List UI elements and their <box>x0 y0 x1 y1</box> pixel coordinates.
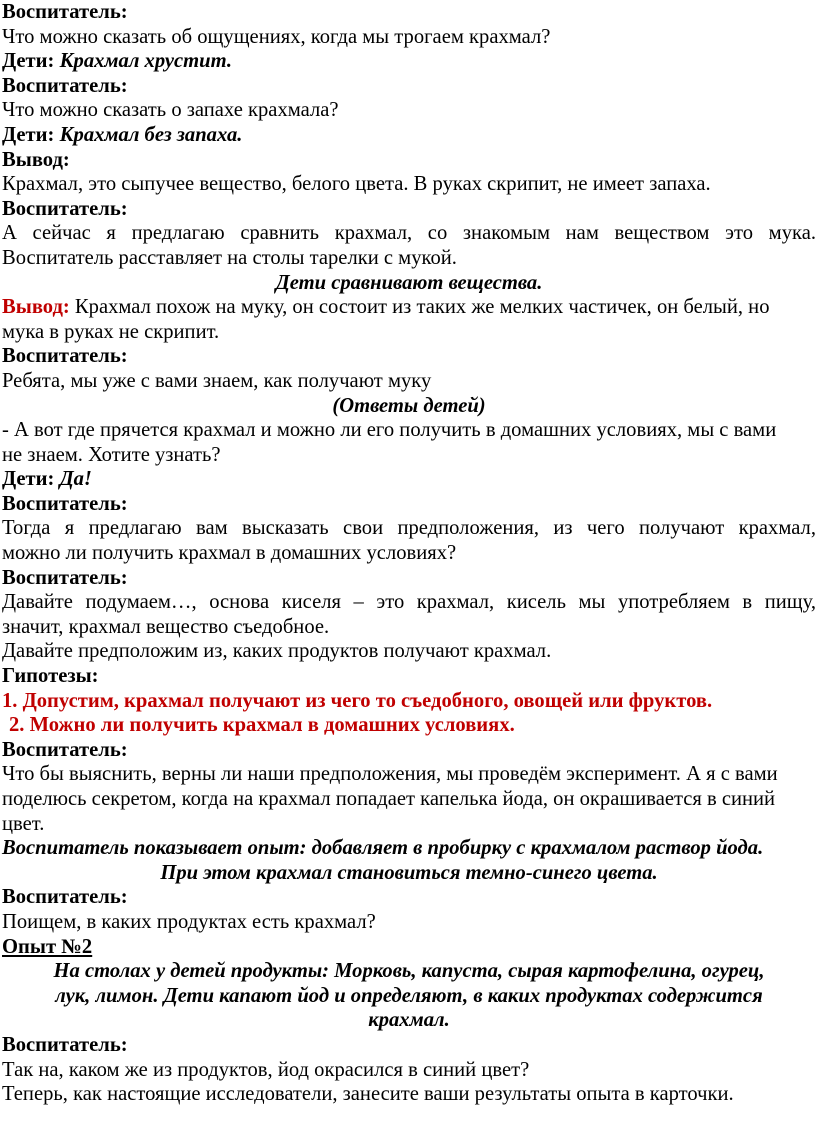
children-answer <box>2 467 816 492</box>
children-answer <box>2 123 816 148</box>
teacher-text: значит, крахмал вещество съедобное. <box>2 615 330 638</box>
teacher-text: цвет. <box>2 812 45 835</box>
speaker-teacher: Воспитатель: <box>2 738 128 761</box>
teacher-text: Поищем, в каких продуктах есть крахмал? <box>2 910 376 933</box>
stage-direction: При этом крахмал становиться темно-синего цвета. <box>160 861 658 884</box>
teacher-text: Давайте подумаем…, основа киселя – это крахмал, кисель мы употребляем в пищу, <box>2 591 816 614</box>
stage-direction: лук, лимон. Дети капают йод и определяют, в каких продуктах содержится <box>55 984 763 1007</box>
teacher-text: - А вот где прячется крахмал и можно ли его получить в домашних условиях, мы с вами <box>2 419 777 442</box>
experiment-heading: Опыт №2 <box>2 935 93 958</box>
teacher-text: Тогда я предлагаю вам высказать свои предположения, из чего получают крахмал, <box>2 517 816 540</box>
hypothesis-2: 2. Можно ли получить крахмал в домашних условиях. <box>9 714 515 737</box>
conclusion-text: Крахмал, это сыпучее вещество, белого цвета. В руках скрипит, не имеет запаха. <box>2 173 711 196</box>
speaker-children: Дети: <box>2 468 60 491</box>
stage-direction: На столах у детей продукты: Морковь, капуста, сырая картофелина, огурец, <box>53 960 765 983</box>
conclusion-text: Крахмал похож на муку, он состоит из таких же мелких частичек, он белый, но <box>69 296 770 319</box>
speaker-teacher: Воспитатель: <box>2 1 128 23</box>
speaker-teacher: Воспитатель: <box>2 1033 128 1056</box>
teacher-text: А сейчас я предлагаю сравнить крахмал, со знакомым нам веществом это мука. <box>2 222 816 245</box>
teacher-text: Воспитатель расставляет на столы тарелки с мукой. <box>2 246 457 269</box>
children-answer <box>2 49 816 74</box>
speaker-teacher: Воспитатель: <box>2 566 128 589</box>
teacher-text: Что бы выяснить, верны ли наши предположения, мы проведём эксперимент. А я с вами <box>2 763 778 786</box>
hypotheses-heading: Гипотезы: <box>2 665 99 688</box>
speaker-teacher: Воспитатель: <box>2 74 128 97</box>
teacher-text: Так на, каком же из продуктов, йод окрасился в синий цвет? <box>2 1058 530 1081</box>
teacher-text: поделюсь секретом, когда на крахмал попадает капелька йода, он окрашивается в синий <box>2 788 776 810</box>
speaker-teacher: Воспитатель: <box>2 886 128 909</box>
stage-direction: крахмал. <box>368 1009 450 1032</box>
teacher-text: не знаем. Хотите узнать? <box>2 443 221 466</box>
speaker-teacher: Воспитатель: <box>2 197 128 220</box>
speaker-teacher: Воспитатель: <box>2 345 128 368</box>
teacher-text: Теперь, как настоящие исследователи, занесите ваши результаты опыта в карточки. <box>2 1083 734 1106</box>
speaker-teacher: Воспитатель: <box>2 492 128 515</box>
conclusion-heading: Вывод: <box>2 148 70 171</box>
hypothesis-1: 1. Допустим, крахмал получают из чего то съедобного, овощей или фруктов. <box>2 689 713 712</box>
answer-text: Крахмал хрустит. <box>59 50 233 73</box>
teacher-question: Что можно сказать о запахе крахмала? <box>2 99 339 122</box>
answer-text: Да! <box>59 468 92 491</box>
stage-direction: Дети сравнивают вещества. <box>275 271 543 294</box>
speaker-children: Дети: <box>2 123 60 146</box>
teacher-text: Ребята, мы уже с вами знаем, как получают муку <box>2 369 432 392</box>
answer-text: Крахмал без запаха. <box>59 123 243 146</box>
speaker-children: Дети: <box>2 50 60 73</box>
teacher-text: можно ли получить крахмал в домашних условиях? <box>2 542 457 565</box>
stage-direction: (Ответы детей) <box>332 394 486 417</box>
teacher-text: Давайте предположим из, каких продуктов получают крахмал. <box>2 640 552 663</box>
stage-direction: Воспитатель показывает опыт: добавляет в пробирку с крахмалом раствор йода. <box>2 837 764 860</box>
conclusion-line <box>2 295 816 320</box>
conclusion-label: Вывод: <box>2 296 70 319</box>
conclusion-text: мука в руках не скрипит. <box>2 320 220 343</box>
teacher-question: Что можно сказать об ощущениях, когда мы трогаем крахмал? <box>2 25 551 48</box>
